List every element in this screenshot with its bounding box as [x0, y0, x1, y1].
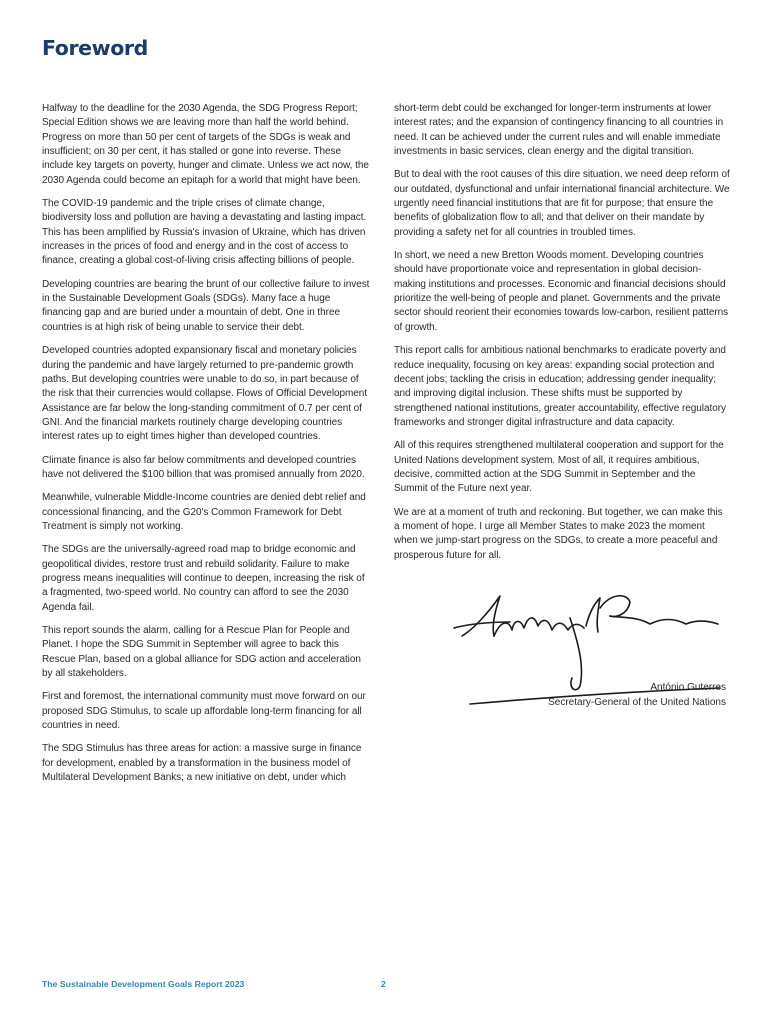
paragraph: Developing countries are bearing the brunt of our collective failure to invest in the Sustainable Development Goals (SDGs). Many face a huge financing gap and are buried under a mountain of debt. One in three countries is at high risk of being unable to service their debt. [42, 278, 370, 333]
paragraph: We are at a moment of truth and reckoning. But together, we can make this a moment of hope. I urge all Member States to make 2023 the moment when we jump-start progress on the SDGs, to create a more peaceful and prosperous future for all. [394, 506, 723, 561]
paragraph: Meanwhile, vulnerable Middle-Income countries are denied debt relief and concessional financing, and the G20's Common Framework for Debt Treatment is simply not working. [42, 492, 366, 532]
paragraph: This report calls for ambitious national benchmarks to eradicate poverty and reduce inequality, focusing on key areas: expanding social protection and decent jobs; tackling the crisis in education; addressing gender inequality; and improving digital inclusion. These shifts must be supported by strengthened national institutions, greater accountability, effective regulatory frameworks and stronger digital infrastructure and data capacity. [394, 345, 726, 428]
signatory-role: Secretary-General of the United Nations [548, 697, 726, 708]
paragraph: First and foremost, the international community must move forward on our proposed SDG Stimulus, to scale up affordable long-term financing for all countries in need. [42, 691, 366, 732]
paragraph: The SDGs are the universally-agreed road map to bridge economic and geopolitical divides, restore trust and rebuild solidarity. Failure to make progress means inequalities will continue to deepen, increasing the risk of a fragmented, two-speed world. No country can afford to see the 2030 Agenda fail. [42, 544, 365, 613]
left-column [42, 102, 372, 794]
paragraph: The COVID-19 pandemic and the triple crises of climate change, biodiversity loss and pollution are having a devastating and lasting impact. This has been amplified by Russia's invasion of Ukraine, which has driven increases in the prices of food and energy and in the cost of access to finance, creating a global cost-of-living crisis affecting billions of people. [42, 198, 367, 267]
page-number: 2 [381, 979, 386, 989]
paragraph: Developed countries adopted expansionary fiscal and monetary policies during the pandemic and have largely returned to pre-pandemic growth paths. But developing countries were unable to do so, in part because of the risk that their currencies would collapse. Flows of Official Development Assistance are far below the long-standing commitment of 0.7 per cent of GNI. And the financial markets routinely charge developing countries interest rates up to eight times higher than developed countries. [42, 345, 368, 443]
paragraph: Halfway to the deadline for the 2030 Agenda, the SDG Progress Report; Special Edition shows we are leaving more than half the world behind. Progress on more than 50 per cent of targets of the SDGs is weak and insufficient; on 30 per cent, it has stalled or gone into reverse. These include key targets on poverty, hunger and climate. Unless we act now, the 2030 Agenda could become an epitaph for a world that might have been. [42, 103, 369, 186]
paragraph: Climate finance is also far below commitments and developed countries have not delivered the $100 billion that was promised annually from 2020. [42, 454, 365, 480]
paragraph: The SDG Stimulus has three areas for action: a massive surge in finance for development, enabled by a transformation in the business model of Multilateral Development Banks; a new initiative on debt, under which [42, 743, 362, 784]
footer-report-title: The Sustainable Development Goals Report 2023 [42, 979, 245, 989]
right-column [394, 102, 730, 572]
signatory-block [548, 680, 726, 710]
signatory-name: António Guterres [650, 682, 726, 693]
paragraph: But to deal with the root causes of this dire situation, we need deep reform of our outdated, dysfunctional and unfair international financial architecture. We urgently need financial institutions that are fit for purpose; that ensure the benefits of globalization flow to all; and that deliver on their mandate by providing a safety net for all countries in troubled times. [394, 169, 730, 238]
paragraph: In short, we need a new Bretton Woods moment. Developing countries should have proportionate voice and representation in global decision-making institutions and processes. Economic and financial decisions should prioritize the well-being of people and planet. Governments and the private sector should reorient their economies towards low-carbon, resilient patterns of growth. [394, 250, 729, 333]
page-title: Foreword [42, 36, 148, 60]
paragraph: short-term debt could be exchanged for longer-term instruments at lower interest rates; and the expansion of contingency financing to all countries in need. It can be achieved under the current rules and will enable immediate investments in basic services, clean energy and the digital transition. [394, 103, 724, 158]
paragraph: This report sounds the alarm, calling for a Rescue Plan for People and Planet. I hope the SDG Summit in September will agree to back this Rescue Plan, based on a global alliance for SDG action and acceleration by all stakeholders. [42, 625, 361, 680]
paragraph: All of this requires strengthened multilateral cooperation and support for the United Nations development system. Most of all, it requires ambitious, decisive, committed action at the SDG Summit in September and the Summit of the Future next year. [394, 440, 724, 495]
